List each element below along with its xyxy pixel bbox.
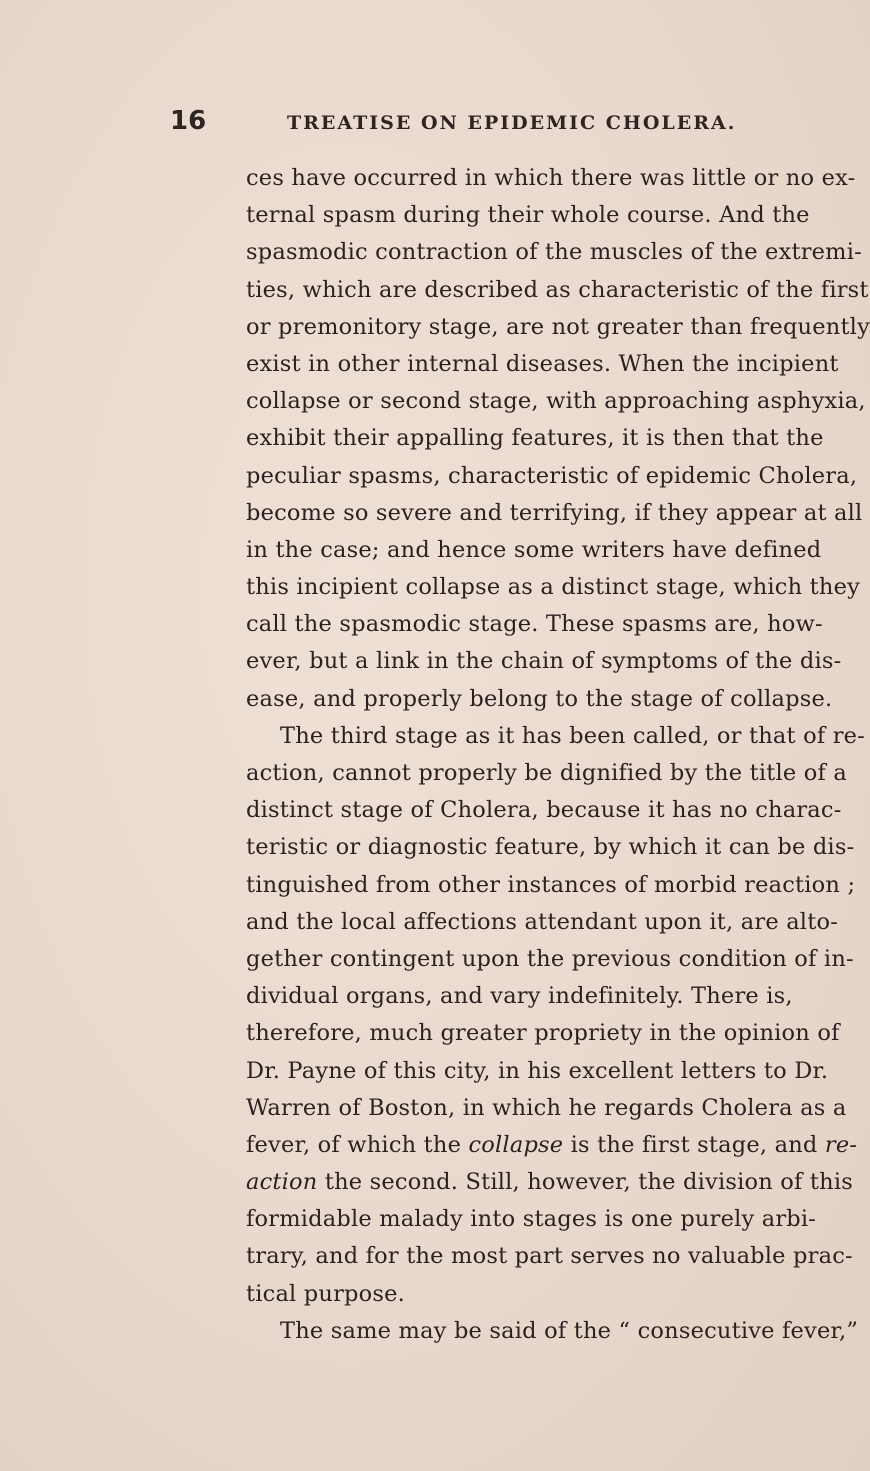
text-line: or premonitory stage, are not greater than frequently	[246, 313, 870, 340]
text-line-with-italics	[246, 1164, 853, 1201]
text-line: tinguished from other instances of morbid reaction ;	[246, 871, 856, 898]
text-line: formidable malady into stages is one purely arbi-	[246, 1206, 817, 1233]
text-line: exhibit their appalling features, it is then that the	[246, 425, 824, 452]
text-segment: is the first stage, and	[563, 1131, 825, 1158]
text-line: tical purpose.	[246, 1280, 406, 1307]
text-line: dividual organs, and vary indefinitely. There is,	[246, 983, 793, 1010]
text-line: in the case; and hence some writers have defined	[246, 536, 822, 563]
text-line: ease, and properly belong to the stage of collapse.	[246, 685, 833, 712]
text-line: and the local affections attendant upon it, are alto-	[246, 908, 838, 935]
text-line: Warren of Boston, in which he regards Cholera as a	[246, 1094, 847, 1121]
text-line: action, cannot properly be dignified by the title of a	[246, 760, 847, 786]
text-line: therefore, much greater propriety in the opinion of	[246, 1020, 840, 1047]
text-line: ternal spasm during their whole course. And the	[246, 202, 810, 229]
text-line-with-italics	[246, 1127, 858, 1164]
paragraph-start-line: The third stage as it has been called, or that of re-	[280, 722, 865, 749]
page-number: 16	[170, 106, 207, 136]
body-text	[246, 160, 870, 1350]
text-line: ces have occurred in which there was little or no ex-	[246, 165, 856, 191]
text-line: this incipient collapse as a distinct stage, which they	[246, 574, 861, 601]
text-line: become so severe and terrifying, if they appear at all	[246, 499, 863, 526]
text-line: collapse or second stage, with approaching asphyxia,	[246, 388, 866, 415]
running-head	[170, 106, 790, 146]
text-segment: the second. Still, however, the division of this	[317, 1169, 853, 1196]
italic-word-action: action	[246, 1169, 318, 1196]
text-line: trary, and for the most part serves no valuable prac-	[246, 1243, 853, 1270]
text-line: Dr. Payne of this city, in his excellent letters to Dr.	[246, 1057, 829, 1084]
paragraph-start-line: The same may be said of the “ consecutive fever,”	[280, 1317, 859, 1344]
text-line: spasmodic contraction of the muscles of the extremi-	[246, 239, 862, 266]
italic-word-reaction: re-	[824, 1131, 858, 1158]
text-segment: fever, of which the	[246, 1131, 469, 1158]
running-title: TREATISE ON EPIDEMIC CHOLERA.	[287, 112, 737, 134]
text-line: exist in other internal diseases. When the incipient	[246, 350, 839, 377]
text-line: gether contingent upon the previous condition of in-	[246, 945, 854, 972]
text-line: ever, but a link in the chain of symptoms of the dis-	[246, 648, 842, 675]
italic-word-collapse: collapse	[468, 1131, 564, 1158]
text-line: distinct stage of Cholera, because it has no charac-	[246, 797, 842, 824]
text-line: teristic or diagnostic feature, by which it can be dis-	[246, 834, 855, 861]
text-line: peculiar spasms, characteristic of epidemic Cholera,	[246, 462, 858, 489]
text-line: ties, which are described as characteristic of the first	[246, 276, 869, 303]
text-line: call the spasmodic stage. These spasms are, how-	[246, 611, 823, 638]
